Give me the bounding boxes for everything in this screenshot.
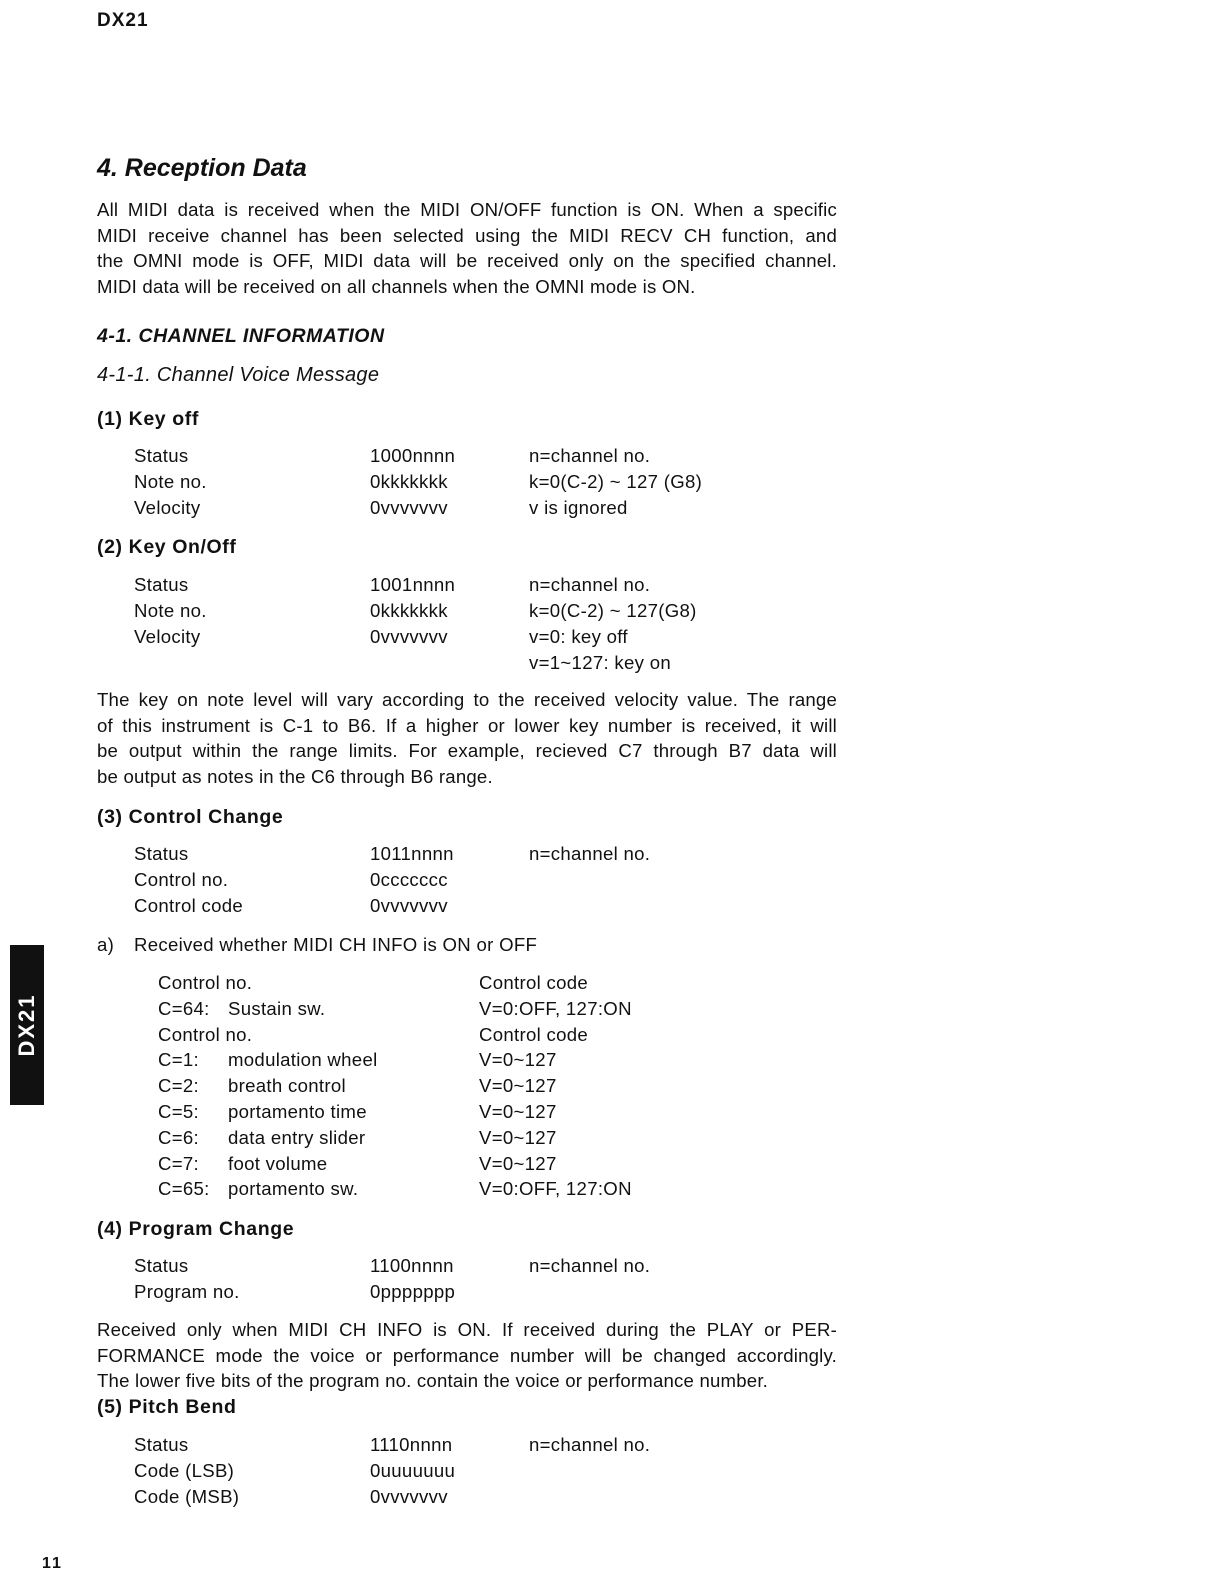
pitch-bend-heading: (5) Pitch Bend <box>97 1396 237 1418</box>
control-code: V=0~127 <box>479 1075 557 1097</box>
bit-pattern: 1011nnnn <box>370 843 454 864</box>
field-name: Program no. <box>134 1281 240 1302</box>
field-name: Status <box>134 445 189 466</box>
field-name: Control no. <box>134 869 229 890</box>
control-name: breath control <box>228 1075 346 1097</box>
bit-pattern: 0kkkkkkk <box>370 600 448 621</box>
control-number: Control no. <box>158 1023 253 1045</box>
field-description: n=channel no. <box>529 574 651 595</box>
item-text: Received whether MIDI CH INFO is ON or OFF <box>134 934 538 955</box>
field-name: Note no. <box>134 471 207 492</box>
control-code: V=0:OFF, 127:ON <box>479 1178 632 1200</box>
control-number: C=2: <box>158 1075 199 1097</box>
key-off-heading: (1) Key off <box>97 408 199 430</box>
control-name: Sustain sw. <box>228 997 326 1019</box>
text-line: MIDI receive channel has been selected using the MIDI RECV CH function, and <box>97 224 837 246</box>
bit-pattern: 0uuuuuuu <box>370 1460 456 1481</box>
bit-pattern: 0vvvvvvv <box>370 1486 448 1507</box>
text-line: be output as notes in the C6 through B6 range. <box>97 766 493 788</box>
control-name: foot volume <box>228 1152 328 1174</box>
program-change-heading: (4) Program Change <box>97 1218 295 1240</box>
subsection-heading: 4-1-1. Channel Voice Message <box>97 364 380 386</box>
item-label: a) <box>97 934 115 955</box>
bit-pattern: 1110nnnn <box>370 1434 453 1455</box>
control-code: Control code <box>479 972 589 993</box>
control-code: V=0~127 <box>479 1126 557 1148</box>
field-name: Code (LSB) <box>134 1460 235 1481</box>
field-description: k=0(C-2) ~ 127 (G8) <box>529 471 703 492</box>
field-description: v is ignored <box>529 497 628 518</box>
key-onoff-heading: (2) Key On/Off <box>97 536 237 558</box>
bit-pattern: 1100nnnn <box>370 1255 454 1276</box>
field-description: n=channel no. <box>529 1255 651 1276</box>
field-name: Control code <box>134 895 244 916</box>
side-tab <box>10 945 44 1105</box>
control-name: portamento sw. <box>228 1178 359 1200</box>
control-number: Control no. <box>158 972 253 993</box>
control-code: V=0~127 <box>479 1049 557 1071</box>
control-change-heading: (3) Control Change <box>97 806 284 828</box>
field-description: n=channel no. <box>529 445 651 466</box>
field-name: Velocity <box>134 626 201 647</box>
control-change-note-a <box>97 932 537 958</box>
field-name: Status <box>134 843 189 864</box>
side-tab-label: DX21 <box>14 993 39 1057</box>
text-line: FORMANCE mode the voice or performance number will be changed accordingly. <box>97 1344 837 1366</box>
bit-pattern: 0vvvvvvv <box>370 895 448 916</box>
control-code: Control code <box>479 1023 589 1045</box>
control-number: C=5: <box>158 1100 199 1122</box>
text-line: the OMNI mode is OFF, MIDI data will be received only on the specified channel. <box>97 250 837 272</box>
control-number: C=7: <box>158 1152 199 1174</box>
field-name: Status <box>134 1255 189 1276</box>
control-number: C=6: <box>158 1126 199 1148</box>
page-number: 11 <box>42 1555 63 1572</box>
text-line: of this instrument is C-1 to B6. If a higher or lower key number is received, it will <box>97 714 837 736</box>
control-number: C=1: <box>158 1049 199 1071</box>
control-name: portamento time <box>228 1100 367 1122</box>
field-name: Status <box>134 574 189 595</box>
field-name: Velocity <box>134 497 201 518</box>
text-line: MIDI data will be received on all channels when the OMNI mode is ON. <box>97 276 696 298</box>
control-name: modulation wheel <box>228 1049 378 1071</box>
program-change-paragraph <box>97 1317 837 1394</box>
running-header: DX21 <box>97 10 149 31</box>
field-name: Status <box>134 1434 189 1455</box>
field-description: k=0(C-2) ~ 127(G8) <box>529 600 697 621</box>
text-line: be output within the range limits. For example, recieved C7 through B7 data will <box>97 740 837 762</box>
field-description: n=channel no. <box>529 1434 651 1455</box>
control-code: V=0~127 <box>479 1152 557 1174</box>
page-title: 4. Reception Data <box>97 154 307 182</box>
text-line: All MIDI data is received when the MIDI ON/OFF function is ON. When a specific <box>97 199 837 220</box>
bit-pattern: 0ccccccc <box>370 869 448 890</box>
key-range-paragraph <box>97 687 837 790</box>
control-code: V=0:OFF, 127:ON <box>479 997 632 1019</box>
field-description: n=channel no. <box>529 843 651 864</box>
field-name: Note no. <box>134 600 207 621</box>
text-line: The key on note level will vary according to the received velocity value. The range <box>97 689 837 710</box>
bit-pattern: 0ppppppp <box>370 1281 456 1302</box>
bit-pattern: 0vvvvvvv <box>370 626 448 647</box>
text-line: Received only when MIDI CH INFO is ON. If received during the PLAY or PER- <box>97 1319 837 1340</box>
control-code: V=0~127 <box>479 1100 557 1122</box>
section-heading: 4-1. CHANNEL INFORMATION <box>97 325 385 347</box>
bit-pattern: 1001nnnn <box>370 574 456 595</box>
field-description: v=1~127: key on <box>529 652 671 673</box>
control-name: data entry slider <box>228 1126 366 1148</box>
control-number: C=65: <box>158 1178 210 1200</box>
field-description: v=0: key off <box>529 626 628 647</box>
bit-pattern: 0vvvvvvv <box>370 497 448 518</box>
field-name: Code (MSB) <box>134 1486 240 1507</box>
control-number: C=64: <box>158 997 210 1019</box>
intro-paragraph <box>97 197 837 300</box>
bit-pattern: 1000nnnn <box>370 445 456 466</box>
text-line: The lower five bits of the program no. contain the voice or performance number. <box>97 1370 769 1392</box>
bit-pattern: 0kkkkkkk <box>370 471 448 492</box>
